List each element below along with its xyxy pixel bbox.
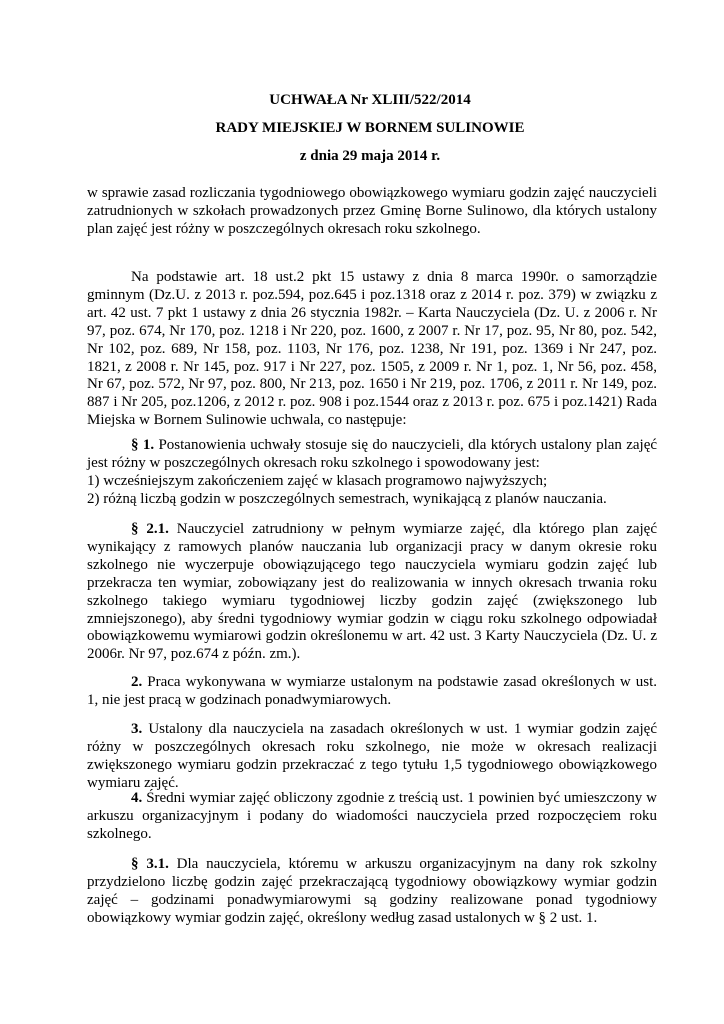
resolution-date: z dnia 29 maja 2014 r. [299,148,441,164]
section-2-4-mark: 4. [131,790,143,806]
section-2-4-text: Średni wymiar zajęć obliczony zgodnie z treścią ust. 1 powinien być umieszczony w arkuszu organizacyjnym i podany do wiadomości nauczyciela przed rozpoczęciem roku szkolnego. [87,790,657,842]
section-2-3 [87,721,657,793]
resolution-title: UCHWAŁA Nr XLIII/522/2014 [269,92,471,108]
section-2-2 [87,674,657,710]
section-1-intro [87,437,657,473]
section-3-1-text: Dla nauczyciela, któremu w arkuszu organizacyjnym na dany rok szkolny przydzielono liczbę godzin zajęć przekraczającą tygodniowy obowiązkowy wymiar godzin zajęć – godzinami ponadwymiarowymi są godziny realizowane ponad tygodniowy obowiązkowy wymiar godzin zajęć, określony według zasad ustalonych w § 2 ust. 1. [87,856,658,926]
section-2-1-text: Nauczyciel zatrudniony w pełnym wymiarze zajęć, dla którego plan zajęć wynikający z ramowych planów nauczania lub organizacji pracy w danym okresie roku szkolnego nie wyczerpuje obowiązującego tego nauczyciela wymiaru godzin zajęć lub przekracza ten wymiar, zobowiązany jest do realizowania w innych okresach trwania roku szkolnego takiego wymiaru tygodniowej liczby godzin zajęć (zwiększonego lub zmniejszonego), aby średni tygodniowy wymiar godzin w ciągu roku szkolnego odpowiadał obowiązkowemu wymiarowi godzin określonemu w art. 42 ust. 3 Karty Nauczyciela (Dz. U. z 2006r. Nr 97, poz.674 z późn. zm.). [87,521,657,663]
section-1-text: Postanowienia uchwały stosuje się do nauczycieli, dla których ustalony plan zajęć jest różny w poszczególnych okresach roku szkolnego i spowodowany jest: [87,437,658,471]
section-2-2-mark: 2. [131,674,143,690]
section-3-1-mark: § 3.1. [131,856,169,872]
section-2-3-mark: 3. [131,721,143,737]
section-1-item-1: 1) wcześniejszym zakończeniem zajęć w klasach programowo najwyższych; [87,472,548,489]
section-1-item-2: 2) różną liczbą godzin w poszczególnych semestrach, wynikającą z planów nauczania. [87,490,607,507]
issuing-council: RADY MIEJSKIEJ W BORNEM SULINOWIE [215,120,525,136]
section-2-4 [87,790,657,844]
section-1-mark: § 1. [131,437,155,453]
section-2-3-text: Ustalony dla nauczyciela na zasadach określonych w ust. 1 wymiar godzin zajęć różny w poszczególnych okresach roku szkolnego, nie może w okresach realizacji zwiększonego wymiaru godzin przekraczać z tego tytułu 1,5 tygodniowego obowiązkowego wymiaru zajęć. [87,721,658,791]
section-3-1 [87,856,657,928]
section-2-2-text: Praca wykonywana w wymiarze ustalonym na podstawie zasad określonych w ust. 1, nie jest pracą w godzinach ponadwymiarowych. [87,674,657,708]
subject-paragraph: w sprawie zasad rozliczania tygodniowego obowiązkowego wymiaru godzin zajęć nauczycieli zatrudnionych w szkołach prowadzonych przez Gminę Borne Sulinowo, dla których ustalony plan zajęć jest różny w poszczególnych okresach roku szkolnego. [87,185,657,237]
section-1 [87,437,657,509]
legal-basis-paragraph: Na podstawie art. 18 ust.2 pkt 15 ustawy z dnia 8 marca 1990r. o samorządzie gminnym (Dz.U. z 2013 r. poz.594, poz.645 i poz.1318 oraz z 2014 r. poz. 379) w związku z art. 42 ust. 7 pkt 1 ustawy z dnia 26 stycznia 1982r. – Karta Nauczyciela (Dz. U. z 2006 r. Nr 97, poz. 674, Nr 170, poz. 1218 i Nr 220, poz. 1600, z 2007 r. Nr 17, poz. 95, Nr 80, poz. 542, Nr 102, poz. 689, Nr 158, poz. 1103, Nr 176, poz. 1238, Nr 191, poz. 1369 i Nr 247, poz. 1821, z 2008 r. Nr 145, poz. 917 i Nr 227, poz. 1505, z 2009 r. Nr 1, poz. 1, Nr 56, poz. 458, Nr 67, poz. 572, Nr 97, poz. 800, Nr 213, poz. 1650 i Nr 219, poz. 1706, z 2011 r. Nr 149, poz. 887 i Nr 205, poz.1206, z 2012 r. poz. 908 i poz.1544 oraz z 2013 r. poz. 675 i poz.1421) Rada Miejska w Bornem Sulinowie uchwala, co następuje: [87,269,657,429]
section-2-1-mark: § 2.1. [131,521,169,537]
section-2-1 [87,521,657,664]
